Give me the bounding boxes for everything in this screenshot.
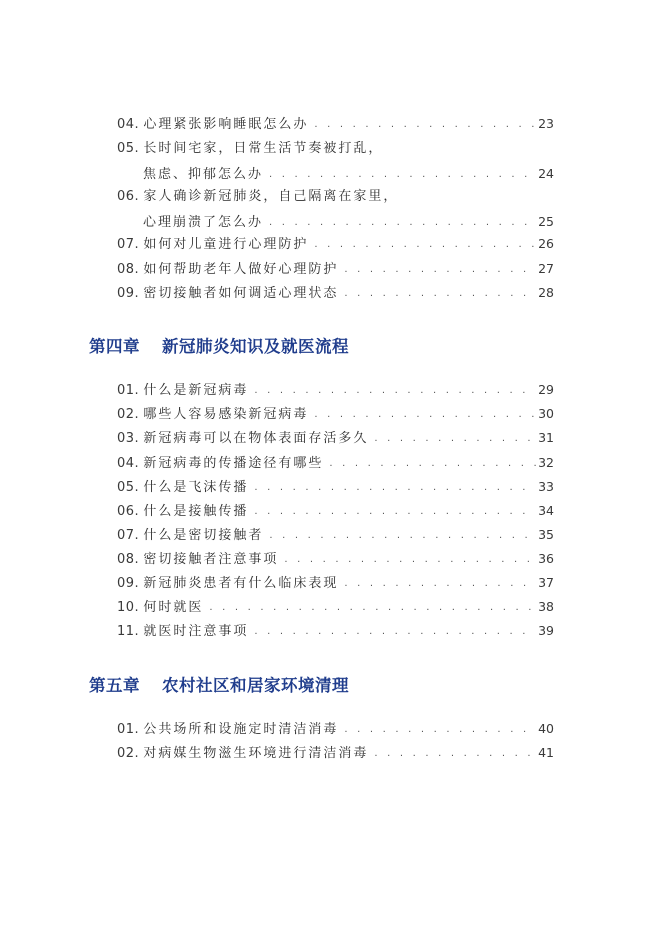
toc-entry[interactable] bbox=[117, 236, 554, 252]
toc-entry[interactable] bbox=[117, 599, 554, 615]
dot-leader bbox=[254, 504, 536, 520]
entry-page-number: 31 bbox=[538, 430, 554, 445]
entry-page-number: 27 bbox=[538, 261, 554, 276]
dot-leader bbox=[314, 407, 536, 423]
dot-leader bbox=[344, 576, 536, 592]
entry-title: 家人确诊新冠肺炎，自己隔离在家里， bbox=[143, 189, 399, 204]
entry-title: 心理紧张影响睡眠怎么办 bbox=[143, 117, 309, 132]
chapter-heading[interactable] bbox=[89, 672, 349, 696]
dot-leader bbox=[284, 552, 536, 568]
toc-entry[interactable] bbox=[117, 623, 554, 639]
entry-number: 04. bbox=[117, 117, 140, 132]
toc-entry[interactable] bbox=[117, 406, 554, 422]
dot-leader bbox=[269, 167, 536, 183]
entry-title: 新冠病毒的传播途径有哪些 bbox=[143, 456, 324, 471]
entry-page-number: 40 bbox=[538, 721, 554, 736]
entry-title-continued: 心理崩溃了怎么办 bbox=[143, 215, 264, 230]
entry-title: 哪些人容易感染新冠病毒 bbox=[143, 407, 309, 422]
entry-title: 密切接触者如何调适心理状态 bbox=[143, 286, 339, 301]
entry-number: 07. bbox=[117, 237, 140, 252]
entry-title-continued: 焦虑、抑郁怎么办 bbox=[143, 167, 264, 182]
dot-leader bbox=[344, 286, 536, 302]
entry-number: 02. bbox=[117, 746, 140, 761]
dot-leader bbox=[209, 600, 536, 616]
entry-title: 如何对儿童进行心理防护 bbox=[143, 237, 309, 252]
entry-title: 什么是新冠病毒 bbox=[143, 383, 249, 398]
entry-page-number: 41 bbox=[538, 745, 554, 760]
toc-entry[interactable] bbox=[117, 382, 554, 398]
entry-page-number: 32 bbox=[538, 455, 554, 470]
entry-title: 什么是密切接触者 bbox=[143, 528, 264, 543]
chapter-title: 新冠肺炎知识及就医流程 bbox=[162, 337, 349, 356]
entry-page-number: 34 bbox=[538, 503, 554, 518]
dot-leader bbox=[344, 722, 536, 738]
dot-leader bbox=[314, 237, 536, 253]
entry-number: 06. bbox=[117, 189, 140, 204]
chapter-label: 第四章 bbox=[89, 337, 140, 356]
toc-entry[interactable] bbox=[117, 430, 554, 446]
entry-page-number: 24 bbox=[538, 166, 554, 181]
entry-number: 03. bbox=[117, 431, 140, 446]
chapter-heading[interactable] bbox=[89, 333, 349, 357]
entry-number: 07. bbox=[117, 528, 140, 543]
dot-leader bbox=[254, 480, 536, 496]
entry-page-number: 23 bbox=[538, 116, 554, 131]
entry-title: 就医时注意事项 bbox=[143, 624, 249, 639]
entry-title: 何时就医 bbox=[143, 600, 204, 615]
dot-leader bbox=[314, 117, 536, 133]
entry-number: 04. bbox=[117, 456, 140, 471]
entry-page-number: 38 bbox=[538, 599, 554, 614]
entry-page-number: 36 bbox=[538, 551, 554, 566]
entry-number: 01. bbox=[117, 722, 140, 737]
entry-title: 什么是接触传播 bbox=[143, 504, 249, 519]
dot-leader bbox=[254, 624, 536, 640]
entry-page-number: 29 bbox=[538, 382, 554, 397]
dot-leader bbox=[329, 456, 536, 472]
entry-page-number: 28 bbox=[538, 285, 554, 300]
entry-page-number: 30 bbox=[538, 406, 554, 421]
toc-entry[interactable] bbox=[117, 527, 554, 543]
dot-leader bbox=[269, 528, 536, 544]
entry-number: 08. bbox=[117, 262, 140, 277]
entry-title: 长时间宅家，日常生活节奏被打乱， bbox=[143, 141, 384, 156]
entry-number: 11. bbox=[117, 624, 140, 639]
toc-entry[interactable] bbox=[117, 745, 554, 761]
dot-leader bbox=[254, 383, 536, 399]
chapter-label: 第五章 bbox=[89, 676, 140, 695]
chapter-title: 农村社区和居家环境清理 bbox=[162, 676, 349, 695]
toc-entry[interactable] bbox=[117, 261, 554, 277]
dot-leader bbox=[344, 262, 536, 278]
entry-title: 公共场所和设施定时清洁消毒 bbox=[143, 722, 339, 737]
entry-title: 密切接触者注意事项 bbox=[143, 552, 279, 567]
dot-leader bbox=[374, 431, 536, 447]
entry-title: 新冠病毒可以在物体表面存活多久 bbox=[143, 431, 369, 446]
entry-number: 01. bbox=[117, 383, 140, 398]
entry-number: 02. bbox=[117, 407, 140, 422]
entry-page-number: 26 bbox=[538, 236, 554, 251]
entry-number: 10. bbox=[117, 600, 140, 615]
toc-entry[interactable] bbox=[117, 503, 554, 519]
toc-entry[interactable] bbox=[117, 116, 554, 132]
entry-page-number: 35 bbox=[538, 527, 554, 542]
entry-title: 对病媒生物滋生环境进行清洁消毒 bbox=[143, 746, 369, 761]
toc-entry[interactable] bbox=[117, 455, 554, 471]
entry-title: 如何帮助老年人做好心理防护 bbox=[143, 262, 339, 277]
entry-number: 05. bbox=[117, 480, 140, 495]
entry-number: 06. bbox=[117, 504, 140, 519]
entry-page-number: 37 bbox=[538, 575, 554, 590]
entry-number: 05. bbox=[117, 141, 140, 156]
toc-entry[interactable] bbox=[117, 721, 554, 737]
entry-page-number: 39 bbox=[538, 623, 554, 638]
dot-leader bbox=[269, 215, 536, 231]
toc-entry[interactable] bbox=[117, 189, 554, 230]
entry-page-number: 33 bbox=[538, 479, 554, 494]
entry-title: 新冠肺炎患者有什么临床表现 bbox=[143, 576, 339, 591]
toc-entry[interactable] bbox=[117, 551, 554, 567]
toc-entry[interactable] bbox=[117, 479, 554, 495]
entry-number: 09. bbox=[117, 576, 140, 591]
dot-leader bbox=[374, 746, 536, 762]
entry-number: 09. bbox=[117, 286, 140, 301]
entry-number: 08. bbox=[117, 552, 140, 567]
toc-entry[interactable] bbox=[117, 285, 554, 301]
toc-entry[interactable] bbox=[117, 575, 554, 591]
entry-page-number: 25 bbox=[538, 214, 554, 229]
toc-entry[interactable] bbox=[117, 141, 554, 182]
entry-title: 什么是飞沫传播 bbox=[143, 480, 249, 495]
